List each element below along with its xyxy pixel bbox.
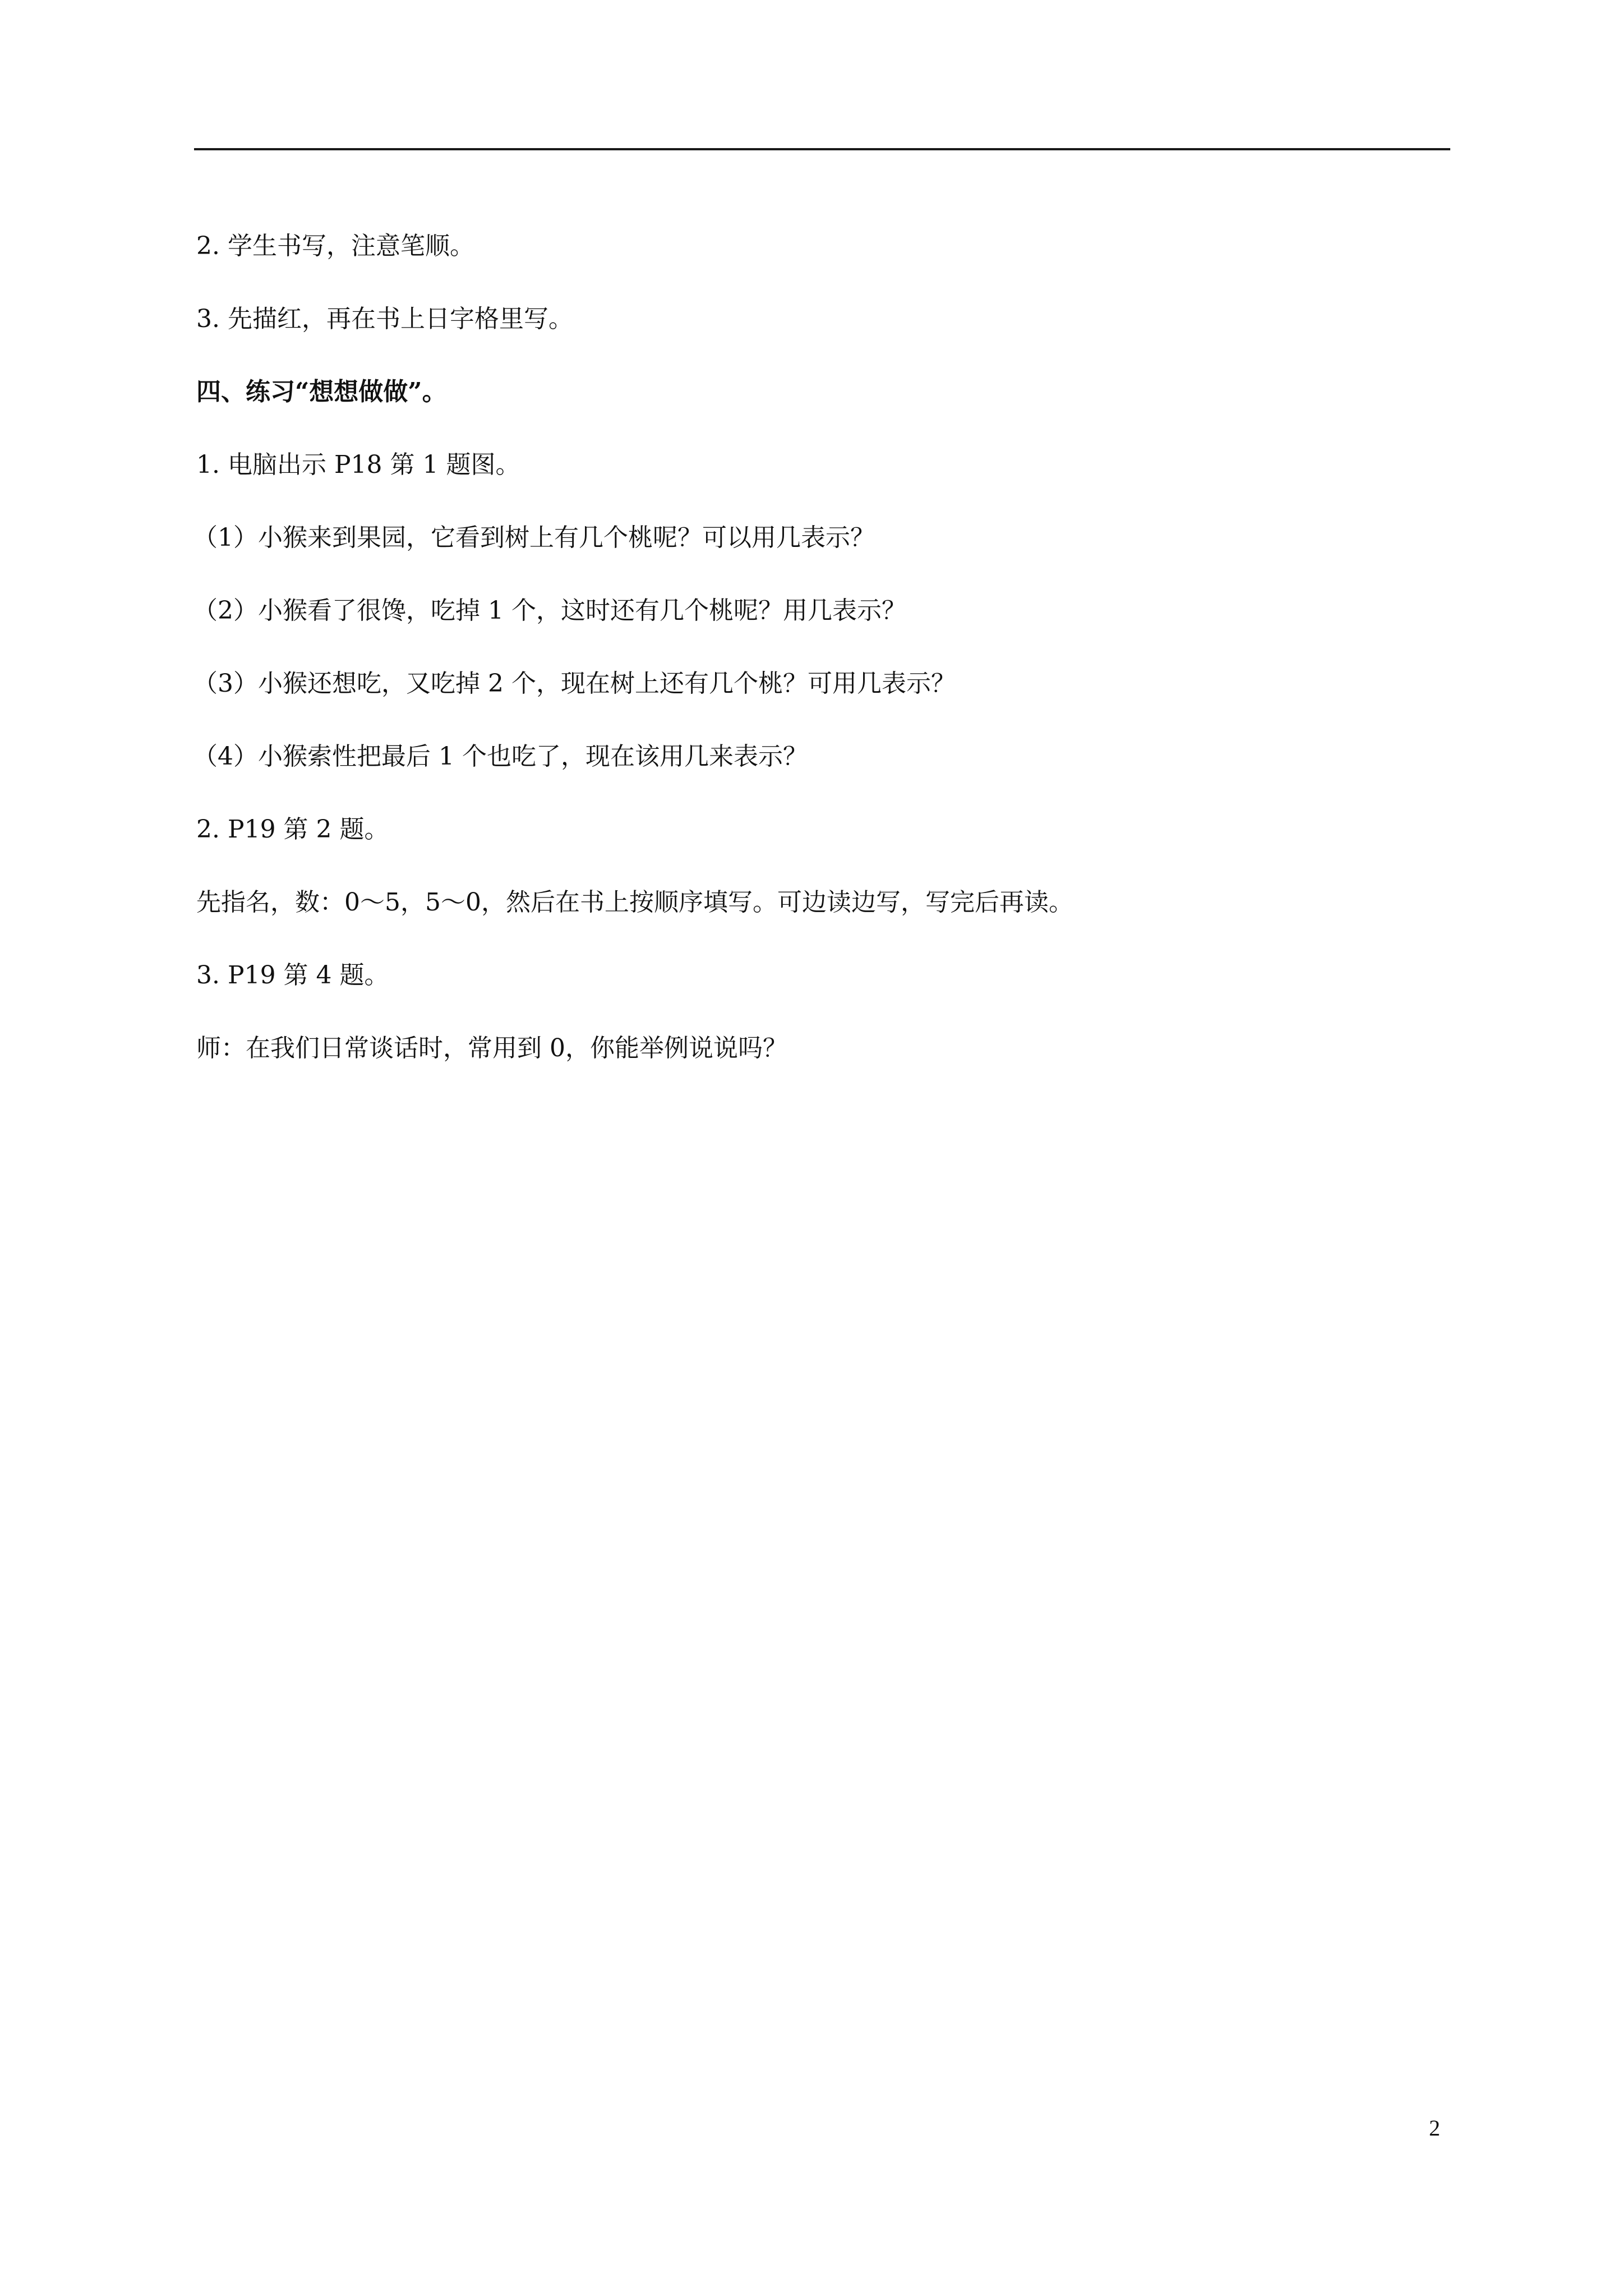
page-number: 2	[1429, 2115, 1440, 2141]
teacher-prompt: 师：在我们日常谈话时，常用到 0，你能举例说说吗？	[196, 1034, 787, 1062]
exercise-1-question-3: （3）小猴还想吃，又吃掉 2 个，现在树上还有几个桃？可用几表示？	[193, 669, 956, 698]
exercise-2-intro: 2. P19 第 2 题。	[196, 815, 389, 844]
exercise-1-question-2: （2）小猴看了很馋，吃掉 1 个，这时还有几个桃呢？用几表示？	[193, 596, 906, 625]
section-heading-practice: 四、练习“想想做做”。	[196, 378, 447, 406]
exercise-1-question-4: （4）小猴索性把最后 1 个也吃了，现在该用几来表示？	[193, 742, 808, 771]
exercise-1-intro: 1. 电脑出示 P18 第 1 题图。	[196, 450, 520, 479]
exercise-3-intro: 3. P19 第 4 题。	[196, 961, 389, 990]
step-2-writing: 2. 学生书写，注意笔顺。	[196, 232, 474, 260]
exercise-2-instructions: 先指名，数：0～5，5～0，然后在书上按顺序填写。可边读边写，写完后再读。	[196, 888, 1073, 917]
header-rule	[194, 148, 1450, 150]
document-body	[193, 210, 1447, 1085]
exercise-1-question-1: （1）小猴来到果园，它看到树上有几个桃呢？可以用几表示？	[193, 523, 875, 552]
step-3-tracing: 3. 先描红，再在书上日字格里写。	[196, 305, 573, 333]
